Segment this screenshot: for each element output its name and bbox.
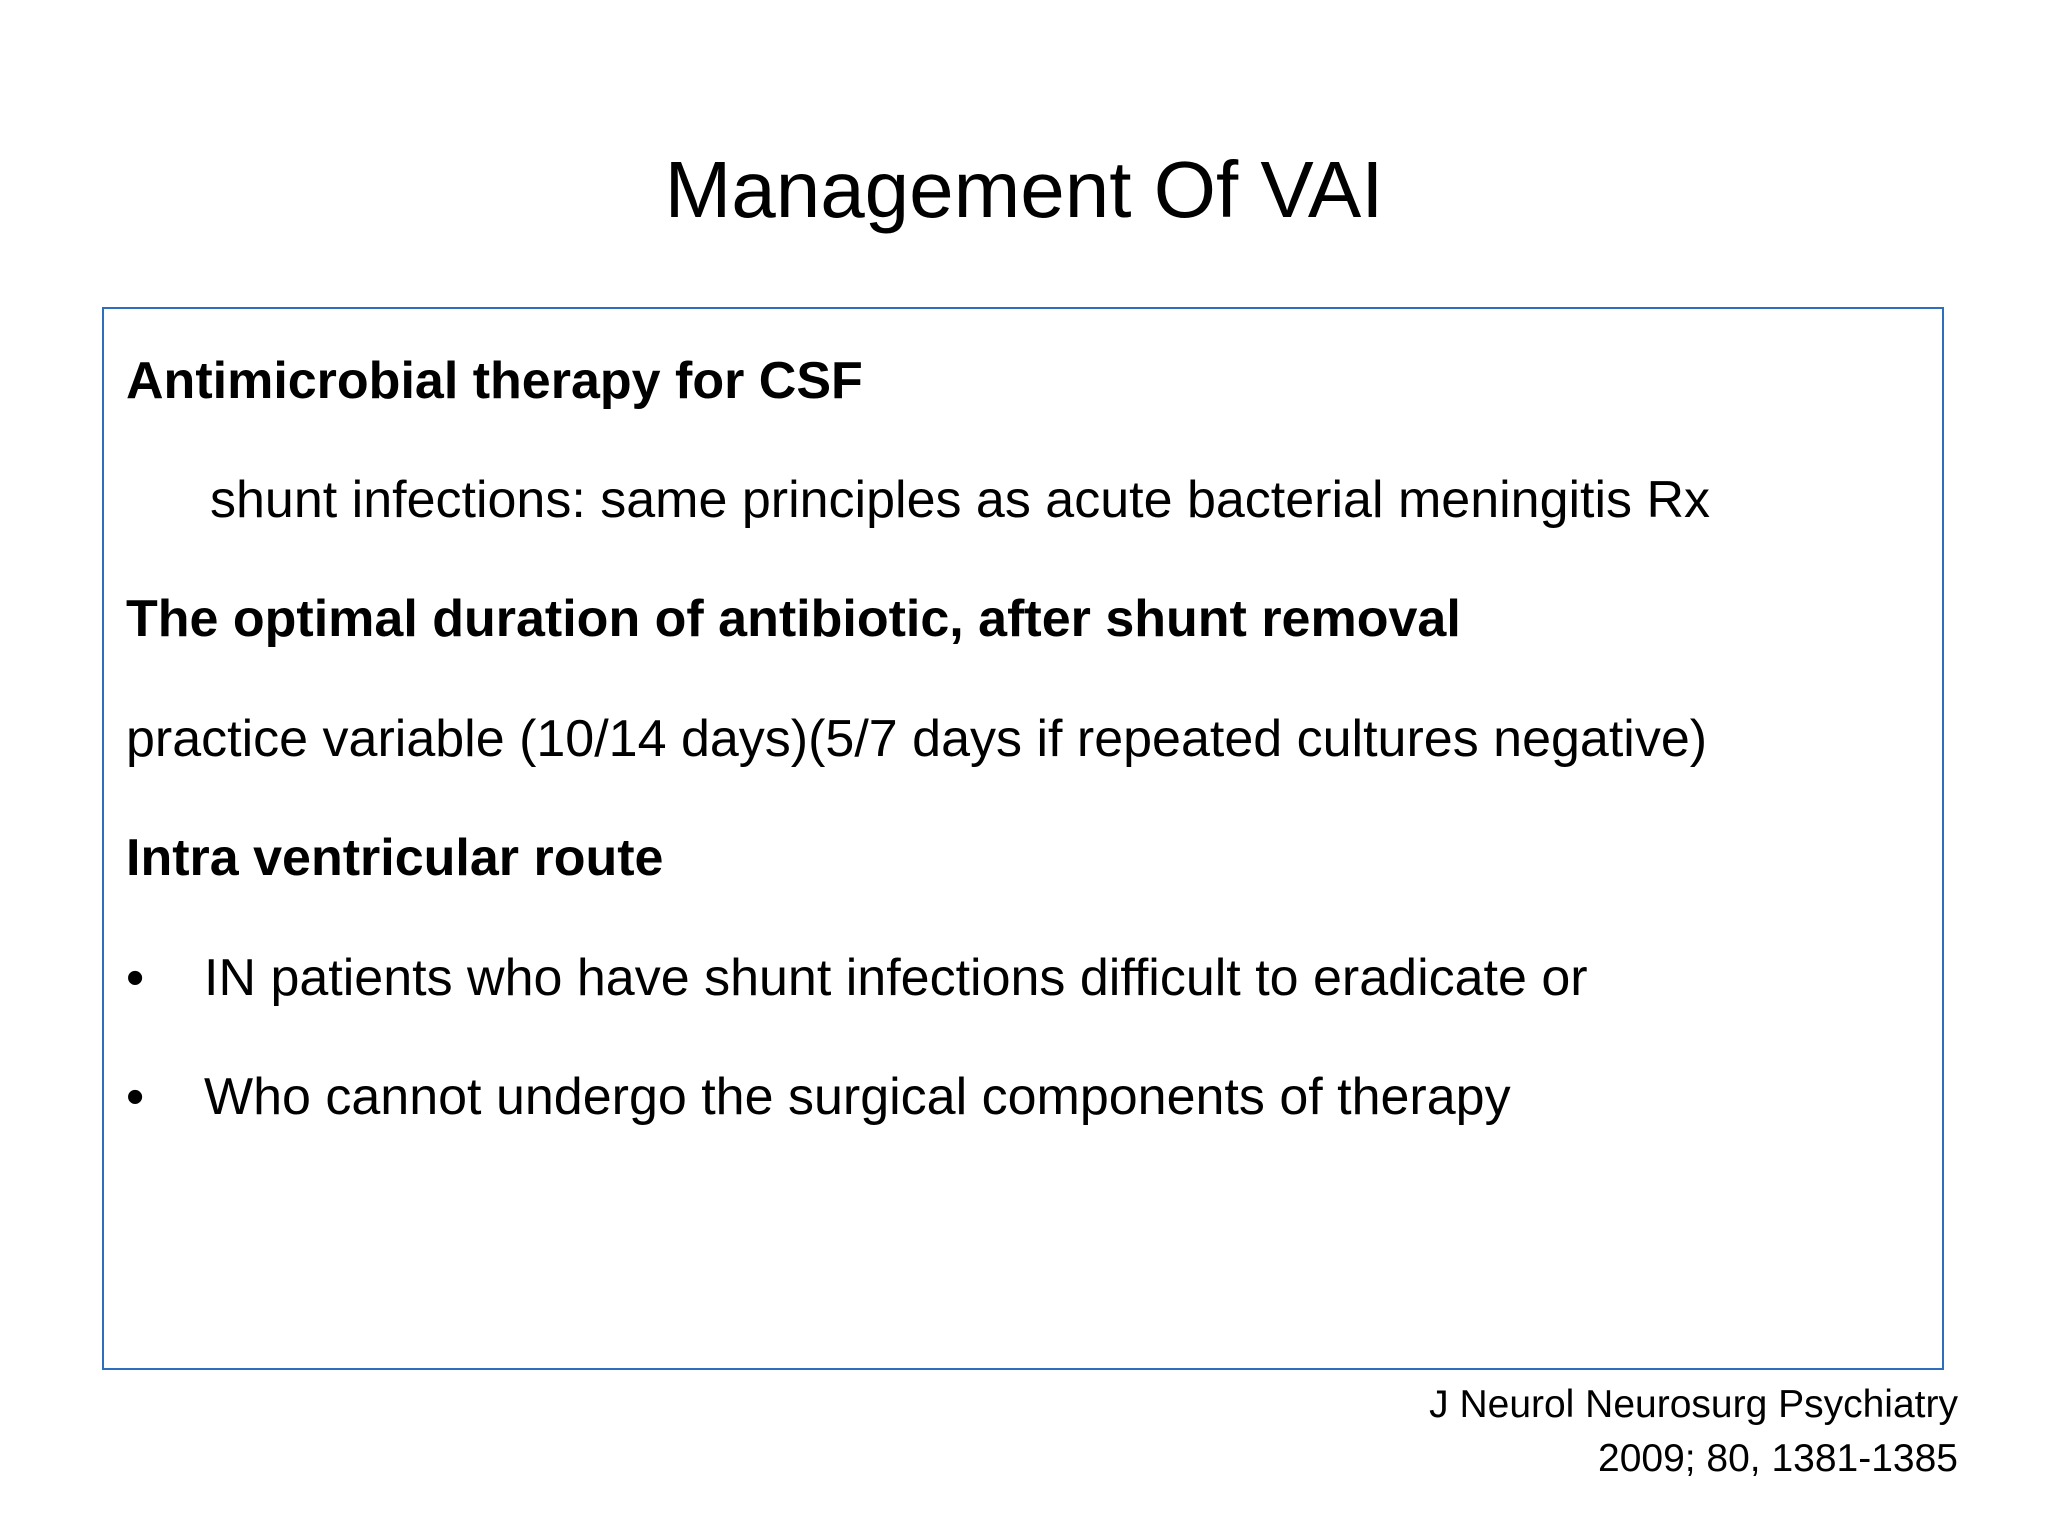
text-shunt-infections: shunt infections: same principles as acute bacterial meningitis Rx — [210, 471, 1711, 529]
bullet-text: Who cannot undergo the surgical components of therapy — [204, 1068, 1511, 1126]
heading-antimicrobial-therapy: Antimicrobial therapy for CSF — [126, 352, 863, 410]
bullet-marker: • — [126, 1068, 145, 1126]
citation — [1429, 1378, 1958, 1486]
bullet-item — [126, 946, 1588, 1010]
heading-optimal-duration: The optimal duration of antibiotic, after shunt removal — [126, 590, 1461, 648]
bullet-marker: • — [126, 949, 145, 1007]
slide-title: Management Of VAI — [664, 145, 1384, 234]
citation-journal: J Neurol Neurosurg Psychiatry — [1429, 1383, 1958, 1426]
bullet-item — [126, 1065, 1511, 1129]
text-practice-variable: practice variable (10/14 days)(5/7 days if repeated cultures negative) — [126, 710, 1708, 768]
heading-intra-ventricular-route: Intra ventricular route — [126, 829, 664, 887]
citation-reference: 2009; 80, 1381-1385 — [1598, 1437, 1958, 1480]
content-box — [102, 307, 1944, 1370]
bullet-text: IN patients who have shunt infections difficult to eradicate or — [204, 949, 1588, 1007]
